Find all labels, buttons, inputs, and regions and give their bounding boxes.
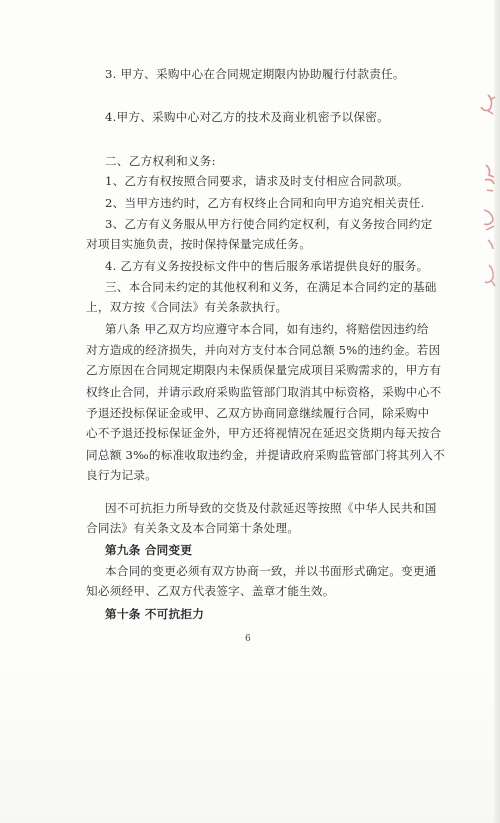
doc-line-23: 知必须经甲、乙双方代表签字、盖章才能生效。 bbox=[86, 584, 335, 598]
doc-line-18: 良行为记录。 bbox=[86, 468, 158, 482]
doc-line-12: 对方造成的经济损失，并向对方支付本合同总额 5%的违约金。若因 bbox=[86, 343, 441, 357]
scan-shading bbox=[0, 660, 500, 823]
doc-line-14: 权终止合同，并请示政府采购监管部门取消其中标资格，采购中心不 bbox=[86, 385, 442, 399]
doc-line-1: 3. 甲方、采购中心在合同规定期限内协助履行付款责任。 bbox=[105, 67, 405, 81]
page-number: 6 bbox=[245, 634, 251, 644]
doc-line-3: 二、乙方权利和义务: bbox=[105, 154, 216, 168]
doc-line-5: 2、当甲方违约时，乙方有权终止合同和向甲方追究相关责任. bbox=[105, 196, 425, 210]
doc-line-9: 三、本合同未约定的其他权利和义务，在满足本合同约定的基础 bbox=[105, 280, 437, 294]
doc-line-15: 予退还投标保证金或甲、乙双方协商同意继续履行合同，除采购中 bbox=[86, 406, 430, 420]
doc-line-16: 心不予退还投标保证金外，甲方还将视情况在延迟交货期内每天按合 bbox=[86, 426, 442, 440]
doc-line-19: 因不可抗拒力所导致的交货及付款延迟等按照《中华人民共和国 bbox=[105, 501, 437, 515]
doc-line-10: 上，双方按《合同法》有关条款执行。 bbox=[86, 300, 288, 314]
doc-line-4: 1、乙方有权按照合同要求，请求及时支付相应合同款项。 bbox=[105, 174, 409, 188]
doc-line-2: 4.甲方、采购中心对乙方的技术及商业机密予以保密。 bbox=[105, 110, 389, 124]
red-seal-stamp bbox=[470, 40, 498, 300]
doc-line-20: 合同法》有关条文及本合同第十条处理。 bbox=[86, 521, 300, 535]
doc-line-7: 对项目实施负责，按时保持保量完成任务。 bbox=[86, 237, 312, 251]
doc-line-22: 本合同的变更必须有双方协商一致，并以书面形式确定。变更通 bbox=[105, 564, 437, 578]
doc-line-8: 4. 乙方有义务按投标文件中的售后服务承诺提供良好的服务。 bbox=[105, 259, 429, 273]
doc-line-6: 3、乙方有义务服从甲方行使合同约定权利，有义务按合同约定 bbox=[105, 217, 433, 231]
doc-line-11: 第八条 甲乙双方均应遵守本合同，如有违约，将赔偿因违约给 bbox=[105, 322, 429, 336]
doc-line-17: 同总额 3‰的标准收取违约金，并提请政府采购监管部门将其列入不 bbox=[86, 448, 445, 462]
section-heading-article-10: 第十条 不可抗拒力 bbox=[105, 607, 205, 621]
section-heading-article-9: 第九条 合同变更 bbox=[105, 543, 193, 557]
doc-line-13: 乙方原因在合同规定期限内未保质保量完成项目采购需求的，甲方有 bbox=[86, 363, 442, 377]
